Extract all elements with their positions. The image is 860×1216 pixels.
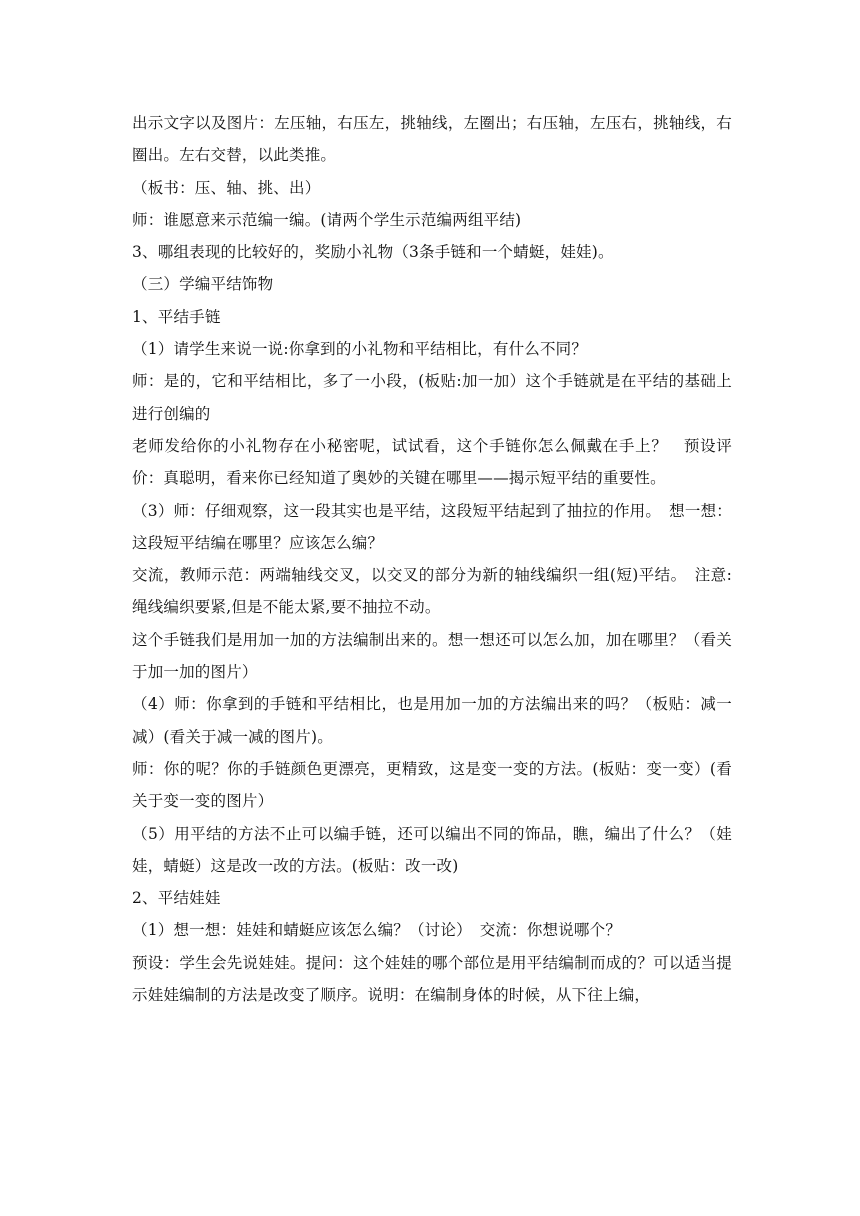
subsection-heading: 2、平结娃娃: [132, 889, 221, 908]
paragraph: （1）想一想：娃娃和蜻蜓应该怎么编？（讨论） 交流：你想说哪个？: [132, 921, 622, 940]
paragraph: 师：谁愿意来示范编一编。(请两个学生示范编两组平结): [132, 210, 522, 229]
paragraph: （板书：压、轴、挑、出）: [132, 178, 321, 197]
paragraph: 交流，教师示范：两端轴线交叉，以交叉的部分为新的轴线编织一组(短)平结。 注意:绳线编织要紧,但是不能太紧,要不抽拉不动。: [132, 566, 732, 617]
subsection-heading: 1、平结手链: [132, 307, 221, 326]
paragraph: （1）请学生来说一说:你拿到的小礼物和平结相比，有什么不同？: [132, 340, 588, 359]
section-heading: （三）学编平结饰物: [132, 275, 274, 294]
paragraph: 师：你的呢？你的手链颜色更漂亮，更精致，这是变一变的方法。(板贴：变一变）(看关于变一变的图片）: [132, 759, 732, 811]
paragraph: 这个手链我们是用加一加的方法编制出来的。想一想还可以怎么加，加在哪里？（看关于加一加的图片）: [132, 630, 732, 682]
paragraph: （4）师：你拿到的手链和平结相比，也是用加一加的方法编出来的吗？（板贴：减一减）(看关于减一减的图片)。: [132, 695, 732, 746]
paragraph: 出示文字以及图片：左压轴，右压左，挑轴线，左圈出；右压轴，左压右，挑轴线，右圈出。左右交替，以此类推。: [132, 114, 732, 165]
paragraph: （5）用平结的方法不止可以编手链，还可以编出不同的饰品，瞧，编出了什么？（娃娃，蜻蜓）这是改一改的方法。(板贴：改一改): [132, 824, 732, 875]
paragraph: 师：是的，它和平结相比，多了一小段，(板贴:加一加）这个手链就是在平结的基础上进行创编的: [132, 372, 732, 423]
paragraph: 3、哪组表现的比较好的，奖励小礼物（3条手链和一个蜻蜓，娃娃)。: [132, 243, 614, 262]
paragraph: 预设：学生会先说娃娃。提问：这个娃娃的哪个部位是用平结编制而成的？可以适当提示娃娃编制的方法是改变了顺序。说明：在编制身体的时候，从下往上编，: [132, 953, 732, 1005]
document-body: [132, 107, 732, 1011]
paragraph: （3）师：仔细观察，这一段其实也是平结，这段短平结起到了抽拉的作用。 想一想：这段短平结编在哪里？应该怎么编？: [132, 501, 732, 552]
paragraph: 老师发给你的小礼物存在小秘密呢，试试看，这个手链你怎么佩戴在手上？ 预设评价：真聪明，看来你已经知道了奥妙的关键在哪里——揭示短平结的重要性。: [132, 436, 732, 488]
